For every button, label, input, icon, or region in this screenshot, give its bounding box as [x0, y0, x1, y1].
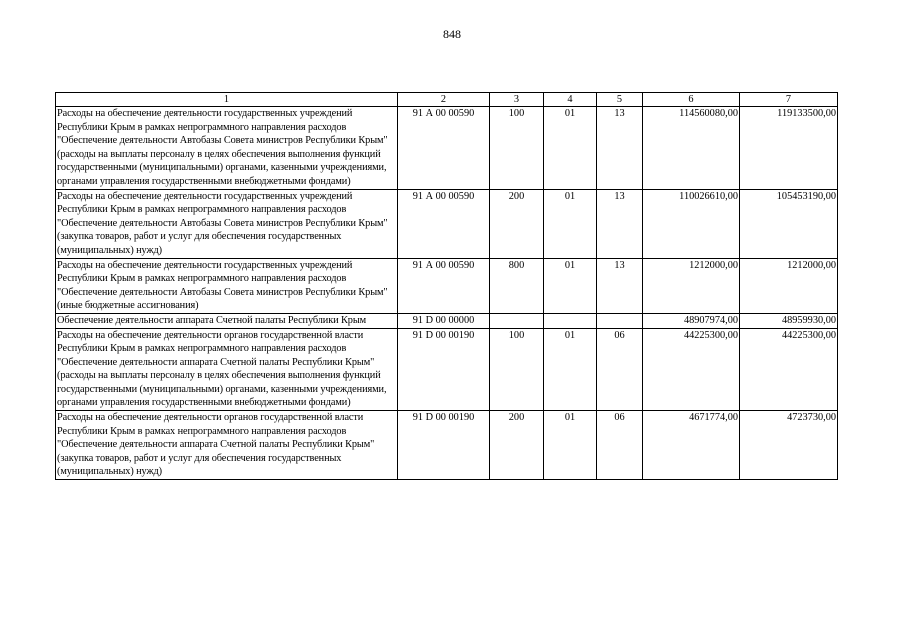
row-amount-7: 1212000,00	[740, 258, 838, 313]
row-col-5: 13	[597, 107, 643, 190]
row-col-5: 13	[597, 258, 643, 313]
row-code: 91 D 00 00190	[398, 328, 490, 411]
row-col-3: 200	[490, 189, 544, 258]
row-amount-7: 119133500,00	[740, 107, 838, 190]
row-col-5	[597, 313, 643, 328]
row-code: 91 А 00 00590	[398, 258, 490, 313]
row-code: 91 А 00 00590	[398, 189, 490, 258]
row-col-3: 800	[490, 258, 544, 313]
header-row	[56, 93, 838, 107]
budget-table	[55, 92, 838, 480]
row-amount-7: 105453190,00	[740, 189, 838, 258]
row-description: Расходы на обеспечение деятельности органов государственной власти Республики Крым в рамках непрограммного направления расходов "Обеспечение деятельности аппарата Счетной палаты Республики Крым" (расходы на выплаты персоналу в целях обеспечения выполнения функций государственными (муниципальными) органами, казенными учреждениями, органами управления государственными внебюджетными фондами)	[56, 328, 398, 411]
row-col-3: 100	[490, 107, 544, 190]
column-header-2: 2	[398, 93, 490, 107]
column-header-7: 7	[740, 93, 838, 107]
row-col-4	[544, 313, 597, 328]
row-col-4: 01	[544, 107, 597, 190]
table-row	[56, 313, 838, 328]
row-code: 91 А 00 00590	[398, 107, 490, 190]
row-amount-7: 44225300,00	[740, 328, 838, 411]
row-amount-6: 48907974,00	[643, 313, 740, 328]
row-description: Расходы на обеспечение деятельности органов государственной власти Республики Крым в рамках непрограммного направления расходов "Обеспечение деятельности аппарата Счетной палаты Республики Крым" (закупка товаров, работ и услуг для обеспечения государственных (муниципальных) нужд)	[56, 411, 398, 480]
row-amount-7: 4723730,00	[740, 411, 838, 480]
column-header-3: 3	[490, 93, 544, 107]
row-amount-6: 114560080,00	[643, 107, 740, 190]
row-code: 91 D 00 00190	[398, 411, 490, 480]
row-code: 91 D 00 00000	[398, 313, 490, 328]
row-col-3: 100	[490, 328, 544, 411]
row-col-4: 01	[544, 328, 597, 411]
row-col-5: 06	[597, 411, 643, 480]
row-col-4: 01	[544, 189, 597, 258]
row-description: Расходы на обеспечение деятельности государственных учреждений Республики Крым в рамках непрограммного направления расходов "Обеспечение деятельности Автобазы Совета министров Республики Крым" (закупка товаров, работ и услуг для обеспечения государственных (муниципальных) нужд)	[56, 189, 398, 258]
row-col-5: 06	[597, 328, 643, 411]
row-amount-6: 1212000,00	[643, 258, 740, 313]
column-header-6: 6	[643, 93, 740, 107]
row-description: Обеспечение деятельности аппарата Счетной палаты Республики Крым	[56, 313, 398, 328]
row-col-3: 200	[490, 411, 544, 480]
row-col-5: 13	[597, 189, 643, 258]
row-col-3	[490, 313, 544, 328]
row-description: Расходы на обеспечение деятельности государственных учреждений Республики Крым в рамках непрограммного направления расходов "Обеспечение деятельности Автобазы Совета министров Республики Крым" (расходы на выплаты персоналу в целях обеспечения выполнения функций государственными (муниципальными) органами, казенными учреждениями, органами управления государственными внебюджетными фондами)	[56, 107, 398, 190]
table-row	[56, 189, 838, 258]
row-amount-7: 48959930,00	[740, 313, 838, 328]
row-col-4: 01	[544, 258, 597, 313]
table-row	[56, 411, 838, 480]
table-row	[56, 258, 838, 313]
column-header-5: 5	[597, 93, 643, 107]
table-row	[56, 328, 838, 411]
row-amount-6: 44225300,00	[643, 328, 740, 411]
page-number: 848	[443, 27, 461, 41]
row-amount-6: 110026610,00	[643, 189, 740, 258]
row-description: Расходы на обеспечение деятельности государственных учреждений Республики Крым в рамках непрограммного направления расходов "Обеспечение деятельности Автобазы Совета министров Республики Крым" (иные бюджетные ассигнования)	[56, 258, 398, 313]
row-col-4: 01	[544, 411, 597, 480]
table-row	[56, 107, 838, 190]
row-amount-6: 4671774,00	[643, 411, 740, 480]
column-header-1: 1	[56, 93, 398, 107]
column-header-4: 4	[544, 93, 597, 107]
